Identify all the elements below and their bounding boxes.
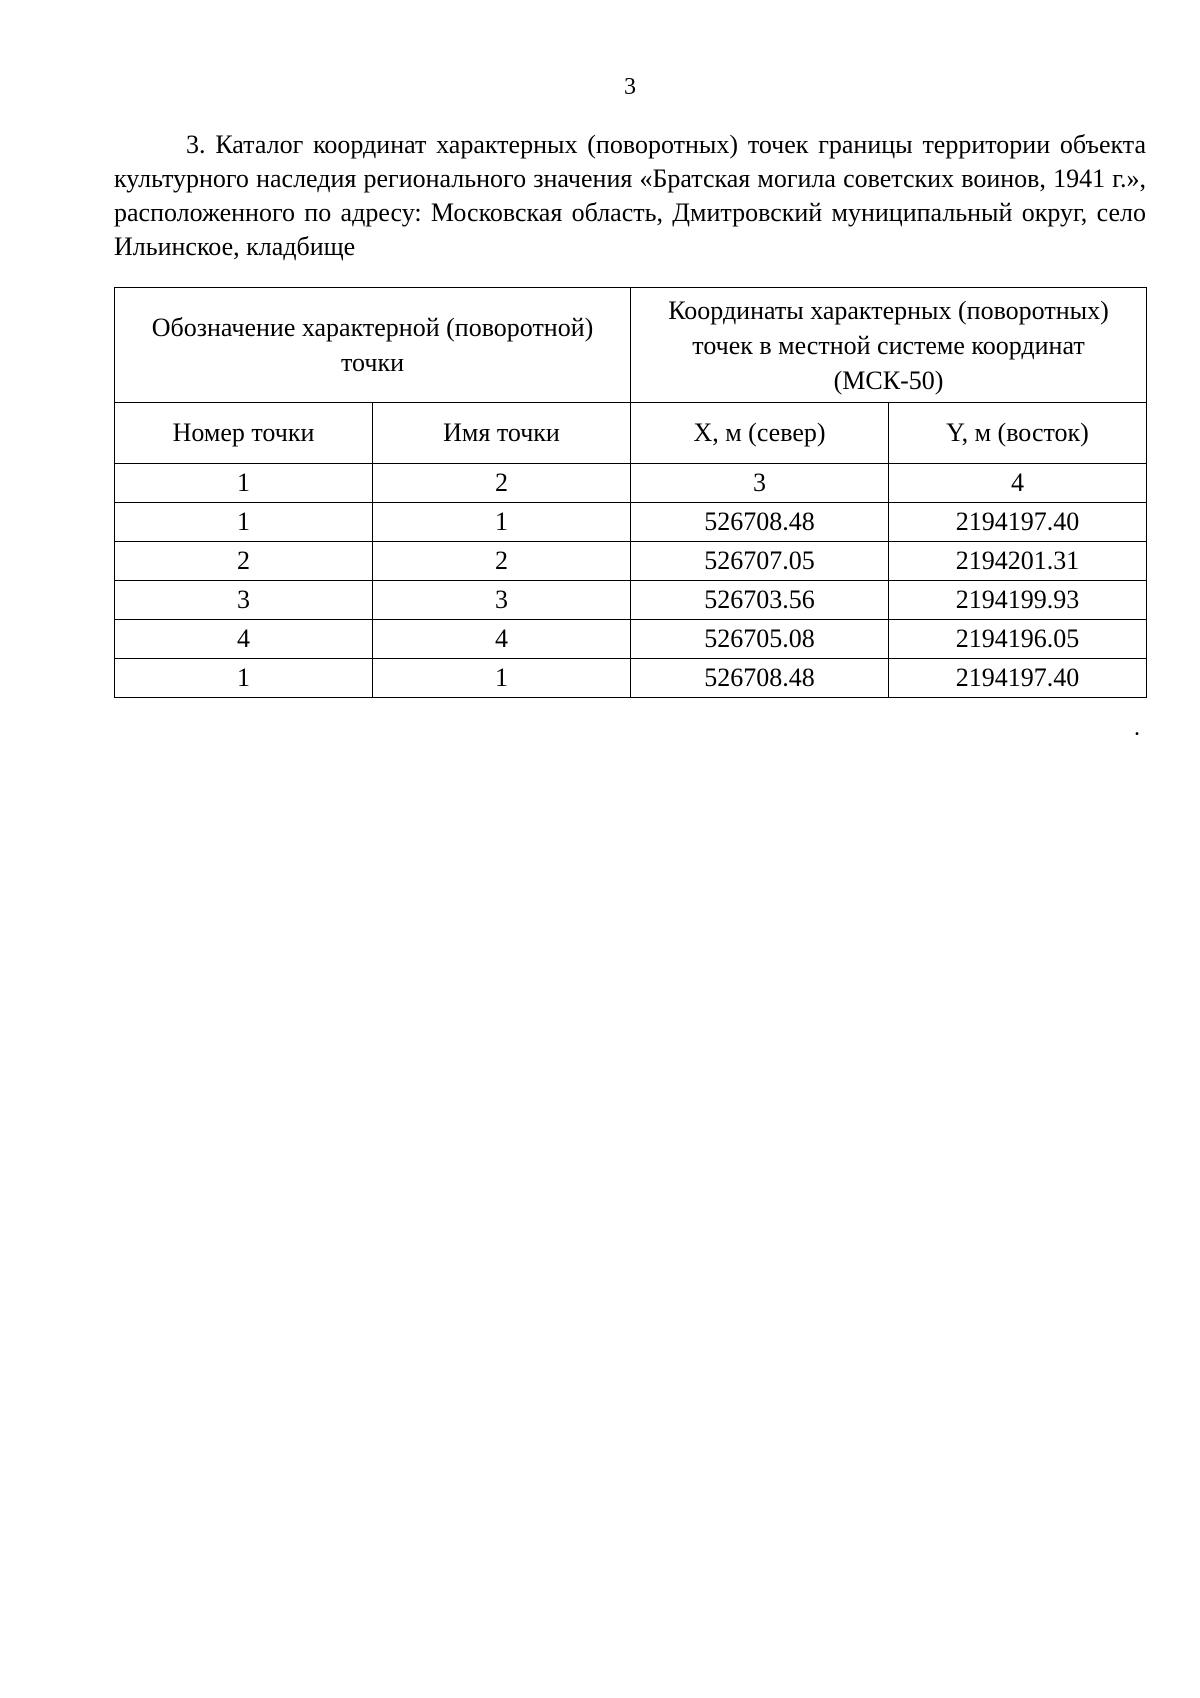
coordinates-table <box>114 287 1147 698</box>
column-number-row <box>115 464 1147 503</box>
cell-point-name: 3 <box>373 581 631 620</box>
cell-y: 2194201.31 <box>889 542 1147 581</box>
header-point-designation: Обозначение характерной (поворотной) точки <box>115 288 631 403</box>
table-row <box>115 620 1147 659</box>
catalog-description: 3. Каталог координат характерных (поворотных) точек границы территории объекта культурного наследия регионального значения «Братская могила советских воинов, 1941 г.», расположенного по адресу: Московская область, Дмитровский муниципальный округ, село Ильинское, кладбище <box>114 130 1146 261</box>
cell-x: 526703.56 <box>631 581 889 620</box>
cell-point-name: 1 <box>373 659 631 698</box>
table-row <box>115 503 1147 542</box>
cell-y: 2194196.05 <box>889 620 1147 659</box>
cell-y: 2194197.40 <box>889 503 1147 542</box>
cell-point-name: 2 <box>373 542 631 581</box>
column-number: 1 <box>115 464 373 503</box>
cell-y: 2194197.40 <box>889 659 1147 698</box>
cell-x: 526708.48 <box>631 503 889 542</box>
cell-x: 526705.08 <box>631 620 889 659</box>
table-row <box>115 581 1147 620</box>
cell-point-name: 4 <box>373 620 631 659</box>
cell-point-number: 4 <box>115 620 373 659</box>
table-row <box>115 542 1147 581</box>
column-header-point-number: Номер точки <box>115 403 373 464</box>
cell-point-number: 2 <box>115 542 373 581</box>
column-number: 3 <box>631 464 889 503</box>
cell-x: 526708.48 <box>631 659 889 698</box>
cell-point-name: 1 <box>373 503 631 542</box>
trailing-mark: . <box>1134 715 1140 741</box>
header-coordinates: Координаты характерных (поворотных) точек в местной системе координат (МСК-50) <box>631 288 1147 403</box>
cell-point-number: 3 <box>115 581 373 620</box>
table-header-row <box>115 288 1147 403</box>
cell-y: 2194199.93 <box>889 581 1147 620</box>
cell-x: 526707.05 <box>631 542 889 581</box>
column-number: 4 <box>889 464 1147 503</box>
cell-point-number: 1 <box>115 503 373 542</box>
table-subheader-row <box>115 403 1147 464</box>
column-header-point-name: Имя точки <box>373 403 631 464</box>
table-row <box>115 659 1147 698</box>
page-number: 3 <box>624 74 636 100</box>
cell-point-number: 1 <box>115 659 373 698</box>
column-header-y: Y, м (восток) <box>889 403 1147 464</box>
column-header-x: X, м (север) <box>631 403 889 464</box>
column-number: 2 <box>373 464 631 503</box>
